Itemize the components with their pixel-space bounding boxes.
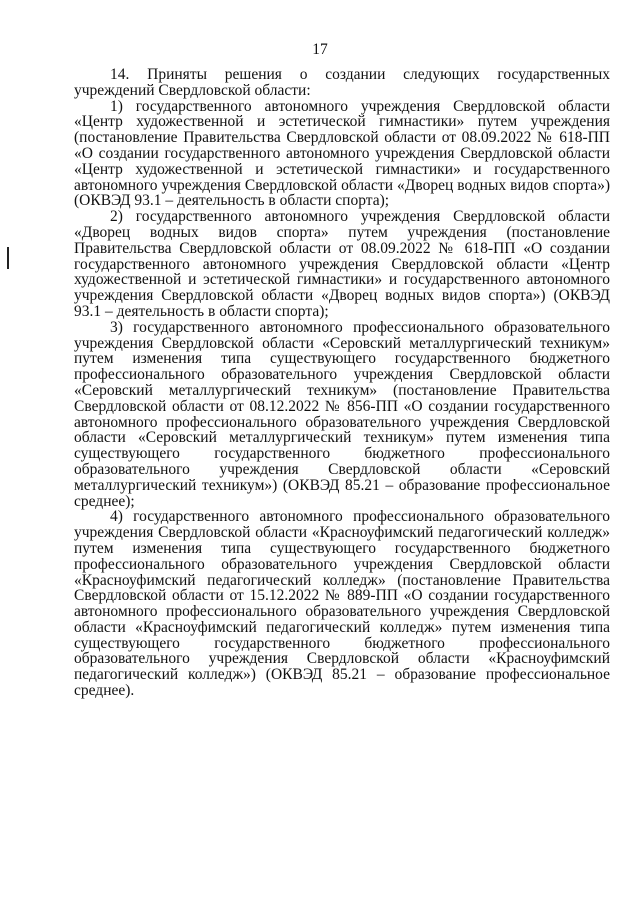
paragraph-subitem-2: 2) государственного автономного учреждения Свердловской области «Дворец водных видов спорта» путем учреждения (постановление Правительства Свердловской области от 08.09.2022 № 618-ПП «О создании государственного автономного учреждения Свердловской области «Центр художественной и эстетической гимнастики» и государственного автономного учреждения Свердловской области «Дворец водных видов спорта») (ОКВЭД 93.1 – деятельность в области спорта); — [74, 208, 610, 320]
margin-mark — [7, 247, 9, 269]
paragraph-item-14-intro: 14. Приняты решения о создании следующих государственных учреждений Свердловской области: — [74, 66, 610, 99]
paragraph-subitem-3: 3) государственного автономного профессионального образовательного учреждения Свердловской области «Серовский металлургический техникум» путем изменения типа существующего государственного бюджетного профессионального образовательного учреждения Свердловской области «Серовский металлургический техникум» (постановление Правительства Свердловской области от 08.12.2022 № 856-ПП «О создании государственного автономного профессионального образовательного учреждения Свердловской области «Серовский металлургический техникум» путем изменения типа существующего государственного бюджетного профессионального образовательного учреждения Свердловской области «Серовский металлургический техникум») (ОКВЭД 85.21 – образование профессиональное среднее); — [74, 318, 610, 510]
paragraph-subitem-1: 1) государственного автономного учреждения Свердловской области «Центр художественной и эстетической гимнастики» путем учреждения (постановление Правительства Свердловской области от 08.09.2022 № 618-ПП «О создании государственного автономного учреждения Свердловской области «Центр художественной и эстетической гимнастики» и государственного автономного учреждения Свердловской области «Дворец водных видов спорта») (ОКВЭД 93.1 – деятельность в области спорта); — [74, 97, 610, 210]
document-body — [74, 67, 610, 699]
page-number: 17 — [312, 41, 328, 58]
paragraph-subitem-4: 4) государственного автономного профессионального образовательного учреждения Свердловской области «Красноуфимский педагогический колледж» путем изменения типа существующего государственного бюджетного профессионального образовательного учреждения Свердловской области «Красноуфимский педагогический колледж» (постановление Правительства Свердловской области от 15.12.2022 № 889-ПП «О создании государственного автономного профессионального образовательного учреждения Свердловской области «Красноуфимский педагогический колледж» путем изменения типа существующего государственного бюджетного профессионального образовательного учреждения Свердловской области «Красноуфимский педагогический колледж») (ОКВЭД 85.21 – образование профессиональное среднее). — [74, 508, 610, 700]
